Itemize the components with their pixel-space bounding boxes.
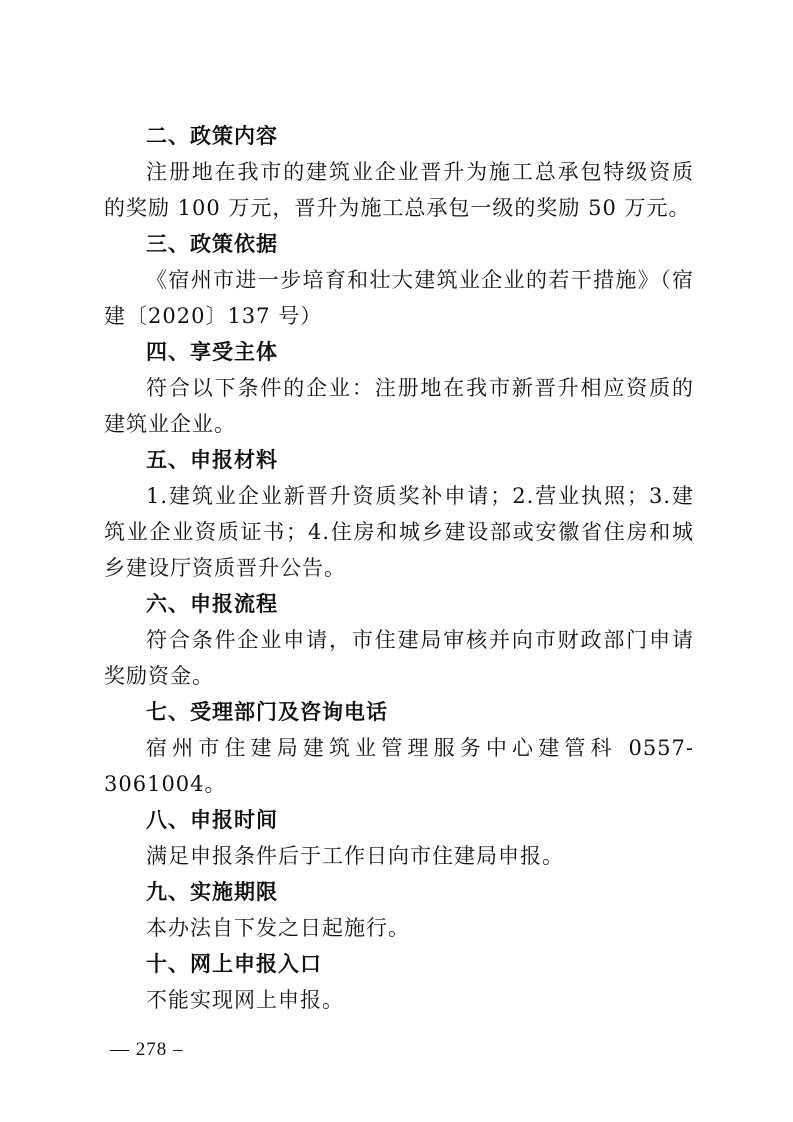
section-heading: 九、实施期限	[146, 880, 278, 904]
section-paragraph: 满足申报条件后于工作日向市住建局申报。	[146, 844, 564, 868]
section-heading: 三、政策依据	[146, 232, 278, 256]
section-paragraph: 不能实现网上申报。	[146, 988, 344, 1012]
section-heading: 七、受理部门及咨询电话	[146, 700, 388, 724]
section-paragraph: 注册地在我市的建筑业企业晋升为施工总承包特级资质的奖励 100 万元，晋升为施工总承包一级的奖励 50 万元。	[104, 160, 694, 220]
document-body	[104, 118, 694, 1018]
section-paragraph: 符合以下条件的企业：注册地在我市新晋升相应资质的建筑业企业。	[104, 376, 694, 436]
section-heading: 十、网上申报入口	[146, 952, 322, 976]
section-heading: 五、申报材料	[146, 448, 278, 472]
section-heading: 六、申报流程	[146, 592, 278, 616]
section-heading: 八、申报时间	[146, 808, 278, 832]
section-paragraph: 《宿州市进一步培育和壮大建筑业企业的若干措施》（宿建〔2020〕137 号）	[104, 268, 694, 328]
section-paragraph: 本办法自下发之日起施行。	[146, 916, 410, 940]
section-heading: 四、享受主体	[146, 340, 278, 364]
section-paragraph: 1.建筑业企业新晋升资质奖补申请；2.营业执照；3.建筑业企业资质证书；4.住房和城乡建设部或安徽省住房和城乡建设厅资质晋升公告。	[104, 484, 694, 580]
section-heading: 二、政策内容	[146, 124, 278, 148]
section-paragraph: 宿州市住建局建筑业管理服务中心建管科 0557-3061004。	[104, 736, 694, 796]
section-paragraph: 符合条件企业申请，市住建局审核并向市财政部门申请奖励资金。	[104, 628, 694, 688]
page-number: — 278 –	[110, 1039, 184, 1060]
